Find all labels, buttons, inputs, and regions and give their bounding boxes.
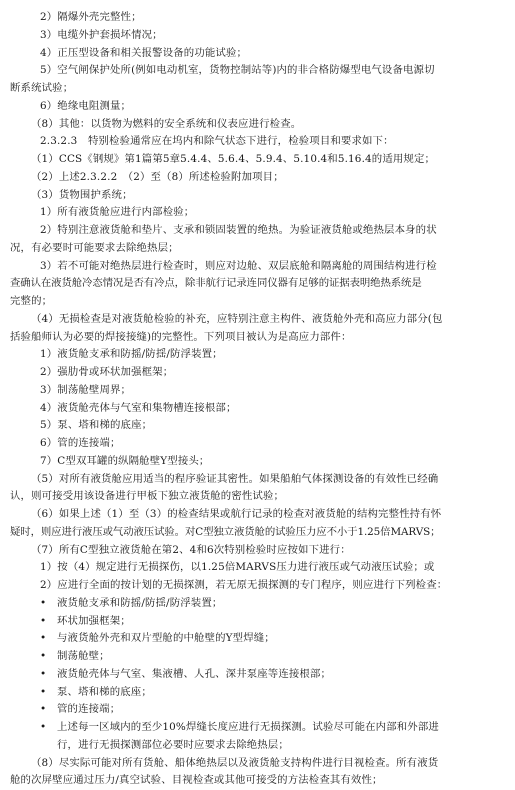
text-line <box>10 559 505 577</box>
text-line <box>10 222 505 240</box>
line-text: （6）如果上述（1）至（3）的检查结果或航行记录的检查对液货舱的结构完整性持有怀 <box>31 508 442 520</box>
text-line <box>10 400 505 418</box>
line-text: 认，则可接受用该设备进行甲板下独立液货舱的密性试验； <box>10 490 285 503</box>
text-line <box>10 169 505 187</box>
bullet-line <box>10 684 505 702</box>
line-text: 1）液货舱支承和防摇/防揺/防浮装置； <box>40 348 223 361</box>
line-text: 液货舱支承和防摇/防揺/防浮装置； <box>57 596 223 609</box>
line-text: （4）无损检查是对液货舱检验的补充，应特别注意主构件、液货舱外壳和高应力部分(包 <box>31 312 443 325</box>
line-text: 完整的； <box>10 295 53 307</box>
line-text: 5）空气闸保护处所(例如电动机室，货物控制站等)内的非合格防爆型电气设备电源切 <box>40 64 435 77</box>
line-text: 况，有必要时可能要求去除绝热层； <box>10 241 179 254</box>
bullet-marker: • <box>40 650 47 662</box>
text-line <box>10 506 505 524</box>
bullet-line <box>10 613 505 631</box>
bullet-marker: • <box>40 596 47 609</box>
line-text: 舱的次屏壁应通过压力/真空试验、目视检查或其他可接受的方法检查其有效性； <box>10 774 383 787</box>
line-text: 泵、塔和梯的底座； <box>57 685 152 698</box>
bullet-line <box>10 666 505 684</box>
bullet-marker: • <box>40 632 47 645</box>
line-text: 查确认在液货舱冷态情况是否有冷点，除非航行记录连同仪器有足够的证据表明绝热系统是 <box>10 277 422 290</box>
line-text: 括验船师认为必要的焊接接缝)的完整性。下列项目被认为是高应力部件： <box>10 330 352 343</box>
line-text: 2）隔爆外壳完整性； <box>40 11 142 23</box>
line-text: （8）尽实际可能对所有货舱、船体绝热层以及液货舱支持构件进行目视检查。所有液货 <box>31 756 439 769</box>
line-text: 1）所有液货舱应进行内部检验； <box>40 206 195 219</box>
bullet-marker: • <box>40 703 47 716</box>
text-line <box>10 471 505 489</box>
text-line <box>10 577 505 595</box>
text-line <box>10 151 505 169</box>
text-line <box>10 62 505 80</box>
bullet-line <box>10 648 505 666</box>
text-line <box>10 382 505 400</box>
line-text: 行，进行无损探测部位必要时应要求去除绝热层； <box>57 738 289 751</box>
line-text: 2.3.2.3 特别检验通常应在坞内和除气状态下进行，检验项目和要求如下： <box>40 135 394 148</box>
text-line <box>10 258 505 276</box>
text-line <box>10 98 505 116</box>
text-line <box>10 737 505 755</box>
line-text: 断系统试验； <box>10 82 74 94</box>
line-text: 3）制荡舱壁周界； <box>40 383 132 396</box>
text-line <box>10 275 505 293</box>
text-line <box>10 27 505 45</box>
line-text: 1）按（4）规定进行无损探伤，以1.25倍MARVS压力进行液压或气动液压试验；或 <box>40 561 435 574</box>
text-line <box>10 417 505 435</box>
line-text: 制荡舱壁； <box>57 650 110 662</box>
line-text: 7）C型双耳罐的纵隔舱壁Y型接头； <box>40 454 210 467</box>
bullet-marker: • <box>40 614 47 627</box>
text-line <box>10 453 505 471</box>
text-line <box>10 542 505 560</box>
line-text: 管的连接端； <box>57 703 121 716</box>
line-text: 2）应进行全面的按计划的无损探测，若无原无损探测的专门程序，则应进行下列检查： <box>40 579 448 591</box>
line-text: 2）特别注意液货舱和垫片、支承和锁固装置的绝热。为验证液货舱或绝热层本身的状 <box>40 224 437 236</box>
line-text: 2）强肋骨或环状加强框架； <box>40 366 174 378</box>
bullet-marker: • <box>40 721 47 733</box>
text-line <box>10 524 505 542</box>
text-line <box>10 364 505 382</box>
text-line <box>10 755 505 773</box>
bullet-line <box>10 630 505 648</box>
text-line <box>10 346 505 364</box>
text-line <box>10 116 505 134</box>
text-line <box>10 45 505 63</box>
bullet-marker: • <box>40 667 47 680</box>
text-line <box>10 311 505 329</box>
text-line <box>10 772 505 790</box>
line-text: 6）绝缘电阻测量； <box>40 99 132 112</box>
line-text: （5）对所有液货舱应用适当的程序验证其密性。如果船舶气体探测设备的有效性已经确 <box>31 472 439 485</box>
text-line <box>10 187 505 205</box>
bullet-line <box>10 701 505 719</box>
text-line <box>10 435 505 453</box>
line-text: （8）其他：以货物为燃料的安全系统和仪表应进行检查。 <box>31 117 302 130</box>
text-line <box>10 80 505 98</box>
text-line <box>10 9 505 27</box>
line-text: 3）若不可能对绝热层进行检查时，则应对边舱、双层底舱和隔离舱的周围结构进行检 <box>40 259 437 272</box>
line-text: 4）液货舱壳体与气室和集物槽连接根部； <box>40 401 237 414</box>
text-line <box>10 488 505 506</box>
bullet-line <box>10 595 505 613</box>
line-text: （2）上述2.3.2.2 （2）至（8）所述检验附加项目； <box>31 170 284 183</box>
line-text: 6）管的连接端； <box>40 437 121 449</box>
line-text: 上述每一区域内的至少10%焊缝长度应进行无损探测。试验尽可能在内部和外部进 <box>57 721 439 733</box>
line-text: 液货舱壳体与气室、集液槽、人孔、深井泵座等连接根部； <box>57 667 332 680</box>
text-line <box>10 293 505 311</box>
line-text: （1）CCS《钢规》第1篇第5章5.4.4、5.6.4、5.9.4、5.10.4和5.16.4的适用规定； <box>31 153 436 165</box>
text-line <box>10 329 505 347</box>
line-text: 4）正压型设备和相关报警设备的功能试验； <box>40 46 248 59</box>
line-text: 5）泵、塔和梯的底座； <box>40 419 153 432</box>
line-text: （7）所有C型独立液货舱在第2、4和6次特别检验时应按如下进行： <box>31 543 351 556</box>
line-text: 与液货舱外壳和双片型舱的中舱壁的Y型焊缝； <box>57 632 275 645</box>
text-line <box>10 204 505 222</box>
line-text: 环状加强框架； <box>57 614 131 627</box>
text-line <box>10 240 505 258</box>
bullet-marker: • <box>40 685 47 698</box>
text-line <box>10 133 505 151</box>
line-text: 3）电缆外护套损坏情况； <box>40 28 163 41</box>
line-text: （3）货物围护系统； <box>31 188 133 201</box>
bullet-line <box>10 719 505 737</box>
line-text: 疑时，则应进行液压或气动液压试验。对C型独立液货舱的试验压力应不小于1.25倍MARVS； <box>10 525 441 538</box>
